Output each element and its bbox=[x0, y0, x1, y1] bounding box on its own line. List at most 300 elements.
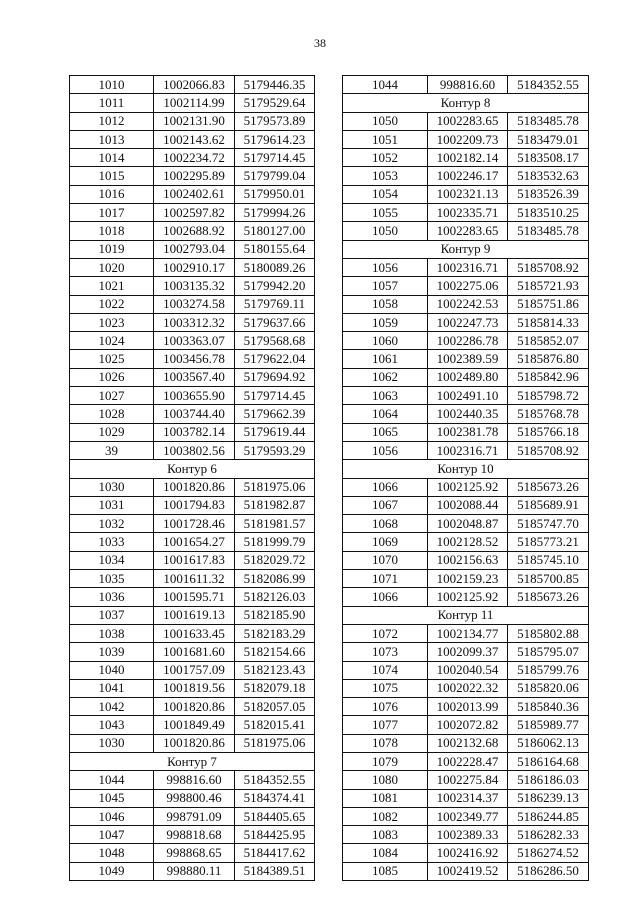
point-number: 1070 bbox=[343, 551, 428, 569]
table-row bbox=[70, 533, 315, 551]
x-coordinate: 1002143.62 bbox=[154, 130, 235, 148]
x-coordinate: 1002013.99 bbox=[428, 698, 508, 716]
x-coordinate: 1002247.73 bbox=[428, 313, 508, 331]
y-coordinate: 5186282.33 bbox=[508, 826, 589, 844]
table-row bbox=[343, 789, 589, 807]
x-coordinate: 1003456.78 bbox=[154, 350, 235, 368]
y-coordinate: 5186244.85 bbox=[508, 807, 589, 825]
y-coordinate: 5185795.07 bbox=[508, 643, 589, 661]
y-coordinate: 5185876.80 bbox=[508, 350, 589, 368]
point-number: 1058 bbox=[343, 295, 428, 313]
x-coordinate: 1002066.83 bbox=[154, 76, 235, 94]
y-coordinate: 5182154.66 bbox=[235, 643, 315, 661]
point-number: 1047 bbox=[70, 826, 154, 844]
point-number: 1052 bbox=[343, 149, 428, 167]
point-number: 1045 bbox=[70, 789, 154, 807]
y-coordinate: 5185840.36 bbox=[508, 698, 589, 716]
table-row bbox=[70, 661, 315, 679]
point-number: 1082 bbox=[343, 807, 428, 825]
table-row bbox=[70, 643, 315, 661]
y-coordinate: 5179619.44 bbox=[235, 423, 315, 441]
y-coordinate: 5185820.06 bbox=[508, 679, 589, 697]
x-coordinate: 1002316.71 bbox=[428, 258, 508, 276]
table-row bbox=[70, 716, 315, 734]
table-row bbox=[343, 112, 589, 130]
x-coordinate: 1002295.89 bbox=[154, 167, 235, 185]
table-row bbox=[70, 606, 315, 624]
table-row bbox=[70, 423, 315, 441]
table-row bbox=[70, 624, 315, 642]
table-row bbox=[343, 771, 589, 789]
x-coordinate: 1001820.86 bbox=[154, 478, 235, 496]
y-coordinate: 5179614.23 bbox=[235, 130, 315, 148]
x-coordinate: 1002132.68 bbox=[428, 734, 508, 752]
point-number: 1079 bbox=[343, 752, 428, 770]
table-row bbox=[343, 350, 589, 368]
y-coordinate: 5185708.92 bbox=[508, 258, 589, 276]
point-number: 1057 bbox=[343, 277, 428, 295]
point-number: 1077 bbox=[343, 716, 428, 734]
y-coordinate: 5183479.01 bbox=[508, 130, 589, 148]
contour-header-row bbox=[343, 460, 589, 478]
y-coordinate: 5185852.07 bbox=[508, 332, 589, 350]
contour-label: Контур 6 bbox=[70, 460, 315, 478]
table-row bbox=[70, 496, 315, 514]
x-coordinate: 1002209.73 bbox=[428, 130, 508, 148]
y-coordinate: 5182057.05 bbox=[235, 698, 315, 716]
contour-header-row bbox=[343, 606, 589, 624]
y-coordinate: 5179950.01 bbox=[235, 185, 315, 203]
table-row bbox=[343, 332, 589, 350]
x-coordinate: 1001794.83 bbox=[154, 496, 235, 514]
y-coordinate: 5179769.11 bbox=[235, 295, 315, 313]
point-number: 1061 bbox=[343, 350, 428, 368]
point-number: 1064 bbox=[343, 405, 428, 423]
point-number: 1069 bbox=[343, 533, 428, 551]
y-coordinate: 5181975.06 bbox=[235, 478, 315, 496]
table-row bbox=[343, 588, 589, 606]
point-number: 1062 bbox=[343, 368, 428, 386]
x-coordinate: 1002440.35 bbox=[428, 405, 508, 423]
table-row bbox=[343, 679, 589, 697]
point-number: 1065 bbox=[343, 423, 428, 441]
point-number: 1020 bbox=[70, 258, 154, 276]
x-coordinate: 1002491.10 bbox=[428, 387, 508, 405]
point-number: 1034 bbox=[70, 551, 154, 569]
y-coordinate: 5179714.45 bbox=[235, 149, 315, 167]
table-row bbox=[343, 185, 589, 203]
point-number: 1019 bbox=[70, 240, 154, 258]
x-coordinate: 1002134.77 bbox=[428, 624, 508, 642]
table-row bbox=[70, 515, 315, 533]
x-coordinate: 1001757.09 bbox=[154, 661, 235, 679]
point-number: 1027 bbox=[70, 387, 154, 405]
y-coordinate: 5185673.26 bbox=[508, 478, 589, 496]
point-number: 1056 bbox=[343, 441, 428, 459]
x-coordinate: 1002402.61 bbox=[154, 185, 235, 203]
x-coordinate: 1002321.13 bbox=[428, 185, 508, 203]
point-number: 1056 bbox=[343, 258, 428, 276]
point-number: 1050 bbox=[343, 222, 428, 240]
table-row bbox=[343, 149, 589, 167]
table-row bbox=[343, 716, 589, 734]
point-number: 1084 bbox=[343, 844, 428, 862]
table-row bbox=[343, 423, 589, 441]
table-row bbox=[70, 844, 315, 862]
y-coordinate: 5186239.13 bbox=[508, 789, 589, 807]
x-coordinate: 998880.11 bbox=[154, 862, 235, 880]
table-row bbox=[70, 332, 315, 350]
point-number: 1039 bbox=[70, 643, 154, 661]
table-row bbox=[70, 478, 315, 496]
table-row bbox=[70, 698, 315, 716]
point-number: 39 bbox=[70, 441, 154, 459]
x-coordinate: 1001820.86 bbox=[154, 698, 235, 716]
point-number: 1046 bbox=[70, 807, 154, 825]
point-number: 1042 bbox=[70, 698, 154, 716]
point-number: 1072 bbox=[343, 624, 428, 642]
x-coordinate: 1002597.82 bbox=[154, 204, 235, 222]
x-coordinate: 1002389.33 bbox=[428, 826, 508, 844]
point-number: 1030 bbox=[70, 734, 154, 752]
table-row bbox=[343, 277, 589, 295]
y-coordinate: 5183526.39 bbox=[508, 185, 589, 203]
table-row bbox=[343, 313, 589, 331]
point-number: 1018 bbox=[70, 222, 154, 240]
x-coordinate: 998868.65 bbox=[154, 844, 235, 862]
x-coordinate: 1002125.92 bbox=[428, 478, 508, 496]
x-coordinate: 1002088.44 bbox=[428, 496, 508, 514]
coordinates-table-right bbox=[342, 75, 589, 881]
table-row bbox=[343, 222, 589, 240]
table-row bbox=[70, 350, 315, 368]
point-number: 1028 bbox=[70, 405, 154, 423]
point-number: 1068 bbox=[343, 515, 428, 533]
y-coordinate: 5186274.52 bbox=[508, 844, 589, 862]
contour-label: Контур 8 bbox=[343, 94, 589, 112]
x-coordinate: 1002286.78 bbox=[428, 332, 508, 350]
y-coordinate: 5181999.79 bbox=[235, 533, 315, 551]
y-coordinate: 5179446.35 bbox=[235, 76, 315, 94]
x-coordinate: 1002156.63 bbox=[428, 551, 508, 569]
table-row bbox=[343, 533, 589, 551]
point-number: 1024 bbox=[70, 332, 154, 350]
x-coordinate: 1002159.23 bbox=[428, 570, 508, 588]
table-row bbox=[343, 76, 589, 94]
y-coordinate: 5182015.41 bbox=[235, 716, 315, 734]
y-coordinate: 5185798.72 bbox=[508, 387, 589, 405]
y-coordinate: 5179694.92 bbox=[235, 368, 315, 386]
contour-header-row bbox=[70, 752, 315, 770]
table-row bbox=[70, 368, 315, 386]
x-coordinate: 1002114.99 bbox=[154, 94, 235, 112]
page-number: 38 bbox=[314, 36, 326, 50]
point-number: 1076 bbox=[343, 698, 428, 716]
y-coordinate: 5185721.93 bbox=[508, 277, 589, 295]
table-row bbox=[70, 149, 315, 167]
point-number: 1041 bbox=[70, 679, 154, 697]
point-number: 1067 bbox=[343, 496, 428, 514]
table-row bbox=[70, 734, 315, 752]
coordinates-table-left bbox=[69, 75, 315, 881]
table-row bbox=[343, 441, 589, 459]
table-row bbox=[343, 496, 589, 514]
point-number: 1013 bbox=[70, 130, 154, 148]
x-coordinate: 1002349.77 bbox=[428, 807, 508, 825]
point-number: 1054 bbox=[343, 185, 428, 203]
x-coordinate: 1001611.32 bbox=[154, 570, 235, 588]
y-coordinate: 5183510.25 bbox=[508, 204, 589, 222]
table-row bbox=[70, 807, 315, 825]
y-coordinate: 5185708.92 bbox=[508, 441, 589, 459]
point-number: 1017 bbox=[70, 204, 154, 222]
y-coordinate: 5185673.26 bbox=[508, 588, 589, 606]
point-number: 1012 bbox=[70, 112, 154, 130]
y-coordinate: 5185751.86 bbox=[508, 295, 589, 313]
table-row bbox=[343, 844, 589, 862]
table-row bbox=[343, 204, 589, 222]
contour-header-row bbox=[343, 240, 589, 258]
y-coordinate: 5186062.13 bbox=[508, 734, 589, 752]
y-coordinate: 5185814.33 bbox=[508, 313, 589, 331]
contour-label: Контур 7 bbox=[70, 752, 315, 770]
table-row bbox=[343, 405, 589, 423]
x-coordinate: 1001617.83 bbox=[154, 551, 235, 569]
y-coordinate: 5185842.96 bbox=[508, 368, 589, 386]
x-coordinate: 1002389.59 bbox=[428, 350, 508, 368]
table-row bbox=[70, 570, 315, 588]
contour-label: Контур 11 bbox=[343, 606, 589, 624]
y-coordinate: 5185773.21 bbox=[508, 533, 589, 551]
x-coordinate: 1002283.65 bbox=[428, 222, 508, 240]
point-number: 1074 bbox=[343, 661, 428, 679]
table-row bbox=[343, 862, 589, 880]
x-coordinate: 1001819.56 bbox=[154, 679, 235, 697]
y-coordinate: 5182123.43 bbox=[235, 661, 315, 679]
y-coordinate: 5180089.26 bbox=[235, 258, 315, 276]
x-coordinate: 1001654.27 bbox=[154, 533, 235, 551]
x-coordinate: 1002242.53 bbox=[428, 295, 508, 313]
x-coordinate: 1001681.60 bbox=[154, 643, 235, 661]
contour-header-row bbox=[343, 94, 589, 112]
y-coordinate: 5186164.68 bbox=[508, 752, 589, 770]
x-coordinate: 1002048.87 bbox=[428, 515, 508, 533]
point-number: 1050 bbox=[343, 112, 428, 130]
y-coordinate: 5186286.50 bbox=[508, 862, 589, 880]
table-row bbox=[70, 313, 315, 331]
point-number: 1031 bbox=[70, 496, 154, 514]
x-coordinate: 1001595.71 bbox=[154, 588, 235, 606]
y-coordinate: 5183485.78 bbox=[508, 222, 589, 240]
table-row bbox=[70, 826, 315, 844]
x-coordinate: 1001619.13 bbox=[154, 606, 235, 624]
point-number: 1010 bbox=[70, 76, 154, 94]
table-row bbox=[343, 295, 589, 313]
table-row bbox=[343, 752, 589, 770]
table-row bbox=[70, 771, 315, 789]
table-row bbox=[70, 789, 315, 807]
x-coordinate: 1002128.52 bbox=[428, 533, 508, 551]
x-coordinate: 1002419.52 bbox=[428, 862, 508, 880]
point-number: 1040 bbox=[70, 661, 154, 679]
point-number: 1085 bbox=[343, 862, 428, 880]
y-coordinate: 5180127.00 bbox=[235, 222, 315, 240]
table-row bbox=[70, 441, 315, 459]
x-coordinate: 1002275.84 bbox=[428, 771, 508, 789]
x-coordinate: 1002234.72 bbox=[154, 149, 235, 167]
x-coordinate: 1002182.14 bbox=[428, 149, 508, 167]
table-row bbox=[70, 258, 315, 276]
table-row bbox=[343, 515, 589, 533]
point-number: 1015 bbox=[70, 167, 154, 185]
x-coordinate: 1002688.92 bbox=[154, 222, 235, 240]
y-coordinate: 5182029.72 bbox=[235, 551, 315, 569]
x-coordinate: 1002910.17 bbox=[154, 258, 235, 276]
y-coordinate: 5179942.20 bbox=[235, 277, 315, 295]
point-number: 1021 bbox=[70, 277, 154, 295]
table-row bbox=[343, 551, 589, 569]
x-coordinate: 1003274.58 bbox=[154, 295, 235, 313]
y-coordinate: 5181981.57 bbox=[235, 515, 315, 533]
x-coordinate: 1002246.17 bbox=[428, 167, 508, 185]
y-coordinate: 5185689.91 bbox=[508, 496, 589, 514]
table-row bbox=[70, 76, 315, 94]
x-coordinate: 1002381.78 bbox=[428, 423, 508, 441]
y-coordinate: 5179529.64 bbox=[235, 94, 315, 112]
x-coordinate: 1001849.49 bbox=[154, 716, 235, 734]
y-coordinate: 5184425.95 bbox=[235, 826, 315, 844]
y-coordinate: 5184374.41 bbox=[235, 789, 315, 807]
y-coordinate: 5179799.04 bbox=[235, 167, 315, 185]
y-coordinate: 5179637.66 bbox=[235, 313, 315, 331]
y-coordinate: 5179593.29 bbox=[235, 441, 315, 459]
y-coordinate: 5180155.64 bbox=[235, 240, 315, 258]
x-coordinate: 998791.09 bbox=[154, 807, 235, 825]
x-coordinate: 1002040.54 bbox=[428, 661, 508, 679]
point-number: 1030 bbox=[70, 478, 154, 496]
y-coordinate: 5185700.85 bbox=[508, 570, 589, 588]
y-coordinate: 5179573.89 bbox=[235, 112, 315, 130]
x-coordinate: 1002228.47 bbox=[428, 752, 508, 770]
table-row bbox=[343, 734, 589, 752]
x-coordinate: 1003363.07 bbox=[154, 332, 235, 350]
x-coordinate: 1002072.82 bbox=[428, 716, 508, 734]
point-number: 1044 bbox=[343, 76, 428, 94]
point-number: 1038 bbox=[70, 624, 154, 642]
y-coordinate: 5184417.62 bbox=[235, 844, 315, 862]
point-number: 1037 bbox=[70, 606, 154, 624]
point-number: 1044 bbox=[70, 771, 154, 789]
point-number: 1033 bbox=[70, 533, 154, 551]
table-row bbox=[70, 94, 315, 112]
x-coordinate: 1002099.37 bbox=[428, 643, 508, 661]
y-coordinate: 5182183.29 bbox=[235, 624, 315, 642]
x-coordinate: 1002131.90 bbox=[154, 112, 235, 130]
table-row bbox=[70, 679, 315, 697]
point-number: 1014 bbox=[70, 149, 154, 167]
table-row bbox=[343, 570, 589, 588]
y-coordinate: 5184352.55 bbox=[508, 76, 589, 94]
y-coordinate: 5182086.99 bbox=[235, 570, 315, 588]
point-number: 1055 bbox=[343, 204, 428, 222]
table-row bbox=[70, 295, 315, 313]
y-coordinate: 5184389.51 bbox=[235, 862, 315, 880]
x-coordinate: 998800.46 bbox=[154, 789, 235, 807]
table-row bbox=[70, 277, 315, 295]
y-coordinate: 5185745.10 bbox=[508, 551, 589, 569]
x-coordinate: 1002793.04 bbox=[154, 240, 235, 258]
point-number: 1023 bbox=[70, 313, 154, 331]
coordinates-table-right-body bbox=[343, 76, 589, 881]
coordinates-table-left-body bbox=[70, 76, 315, 881]
table-row bbox=[343, 643, 589, 661]
table-row bbox=[343, 661, 589, 679]
point-number: 1066 bbox=[343, 588, 428, 606]
point-number: 1026 bbox=[70, 368, 154, 386]
y-coordinate: 5185802.88 bbox=[508, 624, 589, 642]
table-row bbox=[70, 167, 315, 185]
y-coordinate: 5179714.45 bbox=[235, 387, 315, 405]
point-number: 1029 bbox=[70, 423, 154, 441]
table-row bbox=[70, 240, 315, 258]
y-coordinate: 5181982.87 bbox=[235, 496, 315, 514]
point-number: 1025 bbox=[70, 350, 154, 368]
point-number: 1011 bbox=[70, 94, 154, 112]
x-coordinate: 1002283.65 bbox=[428, 112, 508, 130]
point-number: 1016 bbox=[70, 185, 154, 203]
y-coordinate: 5179622.04 bbox=[235, 350, 315, 368]
point-number: 1078 bbox=[343, 734, 428, 752]
y-coordinate: 5182079.18 bbox=[235, 679, 315, 697]
table-row bbox=[343, 368, 589, 386]
x-coordinate: 1003655.90 bbox=[154, 387, 235, 405]
y-coordinate: 5183508.17 bbox=[508, 149, 589, 167]
point-number: 1071 bbox=[343, 570, 428, 588]
table-row bbox=[343, 478, 589, 496]
y-coordinate: 5179568.68 bbox=[235, 332, 315, 350]
point-number: 1043 bbox=[70, 716, 154, 734]
x-coordinate: 1003782.14 bbox=[154, 423, 235, 441]
x-coordinate: 1002316.71 bbox=[428, 441, 508, 459]
y-coordinate: 5181975.06 bbox=[235, 734, 315, 752]
point-number: 1048 bbox=[70, 844, 154, 862]
point-number: 1035 bbox=[70, 570, 154, 588]
x-coordinate: 1002314.37 bbox=[428, 789, 508, 807]
y-coordinate: 5185989.77 bbox=[508, 716, 589, 734]
point-number: 1063 bbox=[343, 387, 428, 405]
y-coordinate: 5185799.76 bbox=[508, 661, 589, 679]
point-number: 1080 bbox=[343, 771, 428, 789]
table-row bbox=[70, 130, 315, 148]
table-row bbox=[70, 222, 315, 240]
x-coordinate: 998816.60 bbox=[154, 771, 235, 789]
point-number: 1053 bbox=[343, 167, 428, 185]
point-number: 1060 bbox=[343, 332, 428, 350]
y-coordinate: 5183485.78 bbox=[508, 112, 589, 130]
table-row bbox=[70, 112, 315, 130]
y-coordinate: 5182126.03 bbox=[235, 588, 315, 606]
table-row bbox=[343, 167, 589, 185]
y-coordinate: 5185747.70 bbox=[508, 515, 589, 533]
table-row bbox=[70, 405, 315, 423]
y-coordinate: 5183532.63 bbox=[508, 167, 589, 185]
y-coordinate: 5185768.78 bbox=[508, 405, 589, 423]
table-row bbox=[70, 588, 315, 606]
table-row bbox=[343, 624, 589, 642]
point-number: 1075 bbox=[343, 679, 428, 697]
y-coordinate: 5185766.18 bbox=[508, 423, 589, 441]
point-number: 1066 bbox=[343, 478, 428, 496]
